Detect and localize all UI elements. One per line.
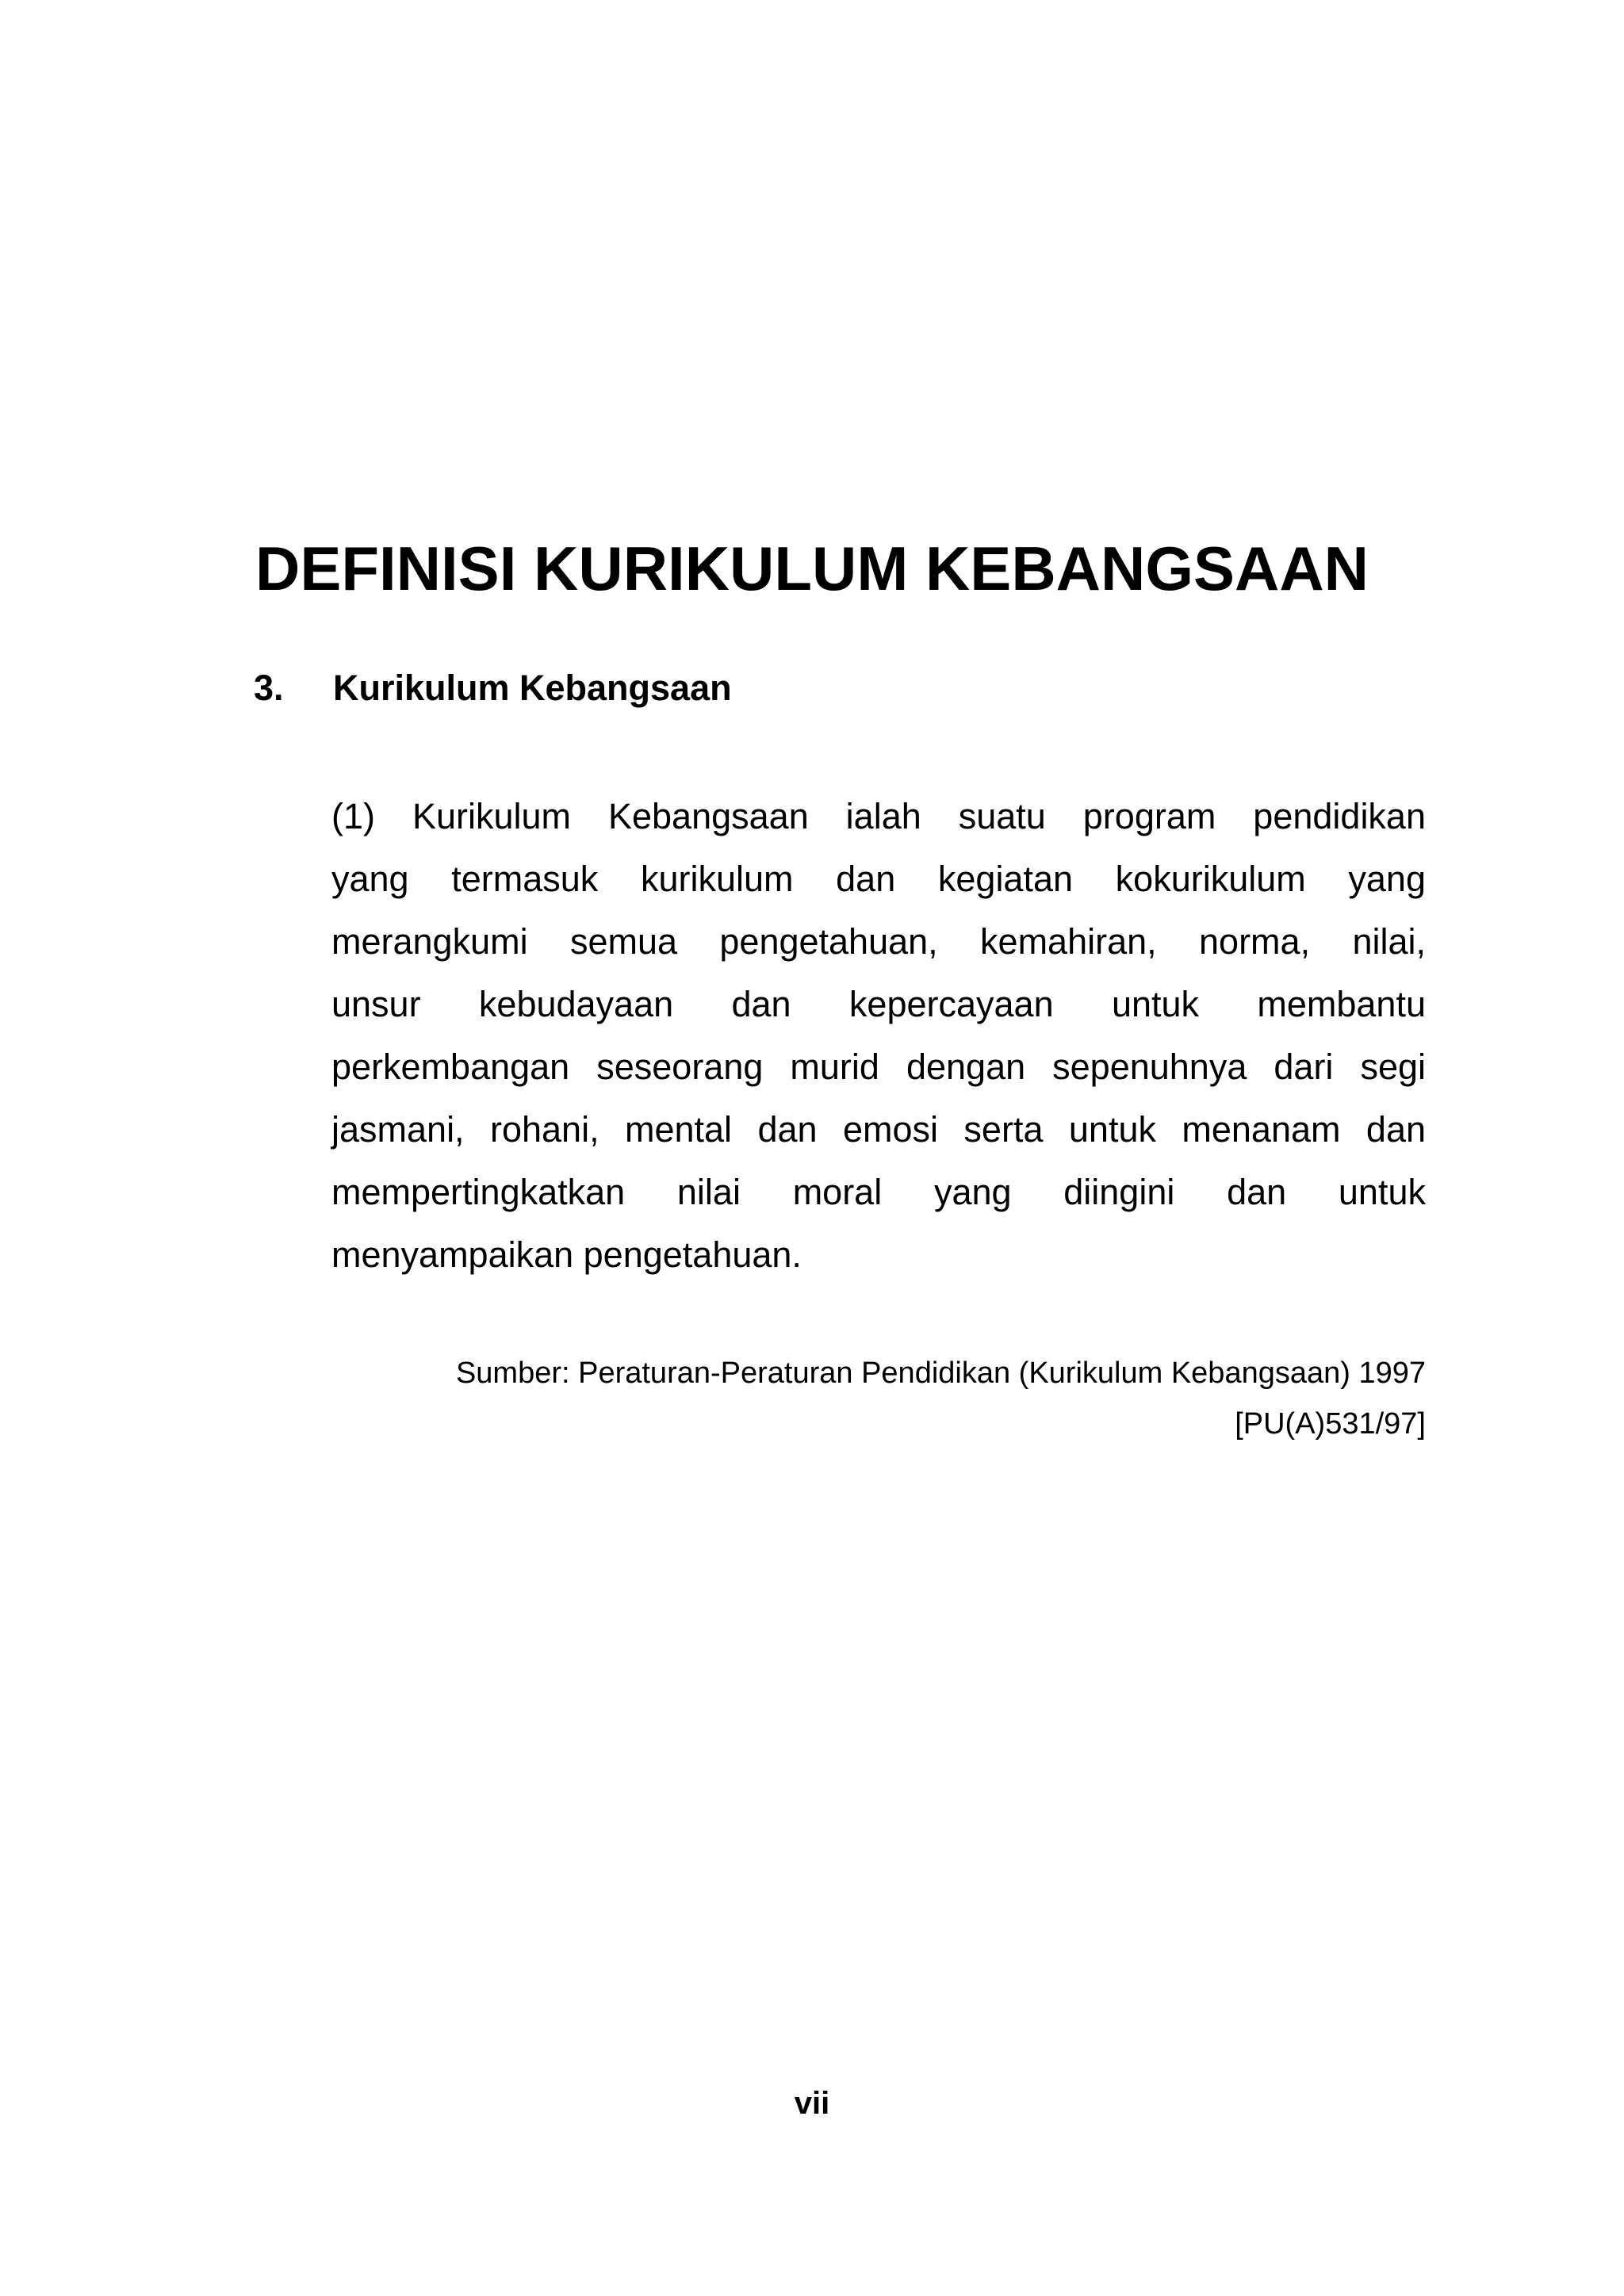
section-heading	[254, 666, 732, 710]
source-line: Sumber: Peraturan-Peraturan Pendidikan (Kurikulum Kebangsaan) 1997	[455, 1357, 1426, 1390]
paragraph-line: merangkumi semua pengetahuan, kemahiran, norma, nilai,	[331, 921, 1426, 962]
paragraph-line: perkembangan seseorang murid dengan sepenuhnya dari segi	[331, 1047, 1426, 1087]
paragraph-line: jasmani, rohani, mental dan emosi serta untuk menanam dan	[331, 1109, 1426, 1150]
source-citation	[331, 1348, 1426, 1449]
definition-paragraph	[331, 785, 1426, 1286]
paragraph-line: (1) Kurikulum Kebangsaan ialah suatu program pendidikan	[331, 796, 1426, 836]
section-number: 3.	[254, 668, 284, 708]
paragraph-line: yang termasuk kurikulum dan kegiatan kokurikulum yang	[331, 859, 1426, 899]
paragraph-line: menyampaikan pengetahuan.	[331, 1234, 802, 1275]
paragraph-line: mempertingkatkan nilai moral yang diingini dan untuk	[331, 1172, 1426, 1212]
paragraph-line: unsur kebudayaan dan kepercayaan untuk membantu	[331, 984, 1426, 1024]
source-reference: [PU(A)531/97]	[1235, 1407, 1426, 1441]
page-number: vii	[794, 2086, 830, 2121]
section-title: Kurikulum Kebangsaan	[333, 668, 732, 708]
page-title: DEFINISI KURIKULUM KEBANGSAAN	[255, 534, 1369, 603]
